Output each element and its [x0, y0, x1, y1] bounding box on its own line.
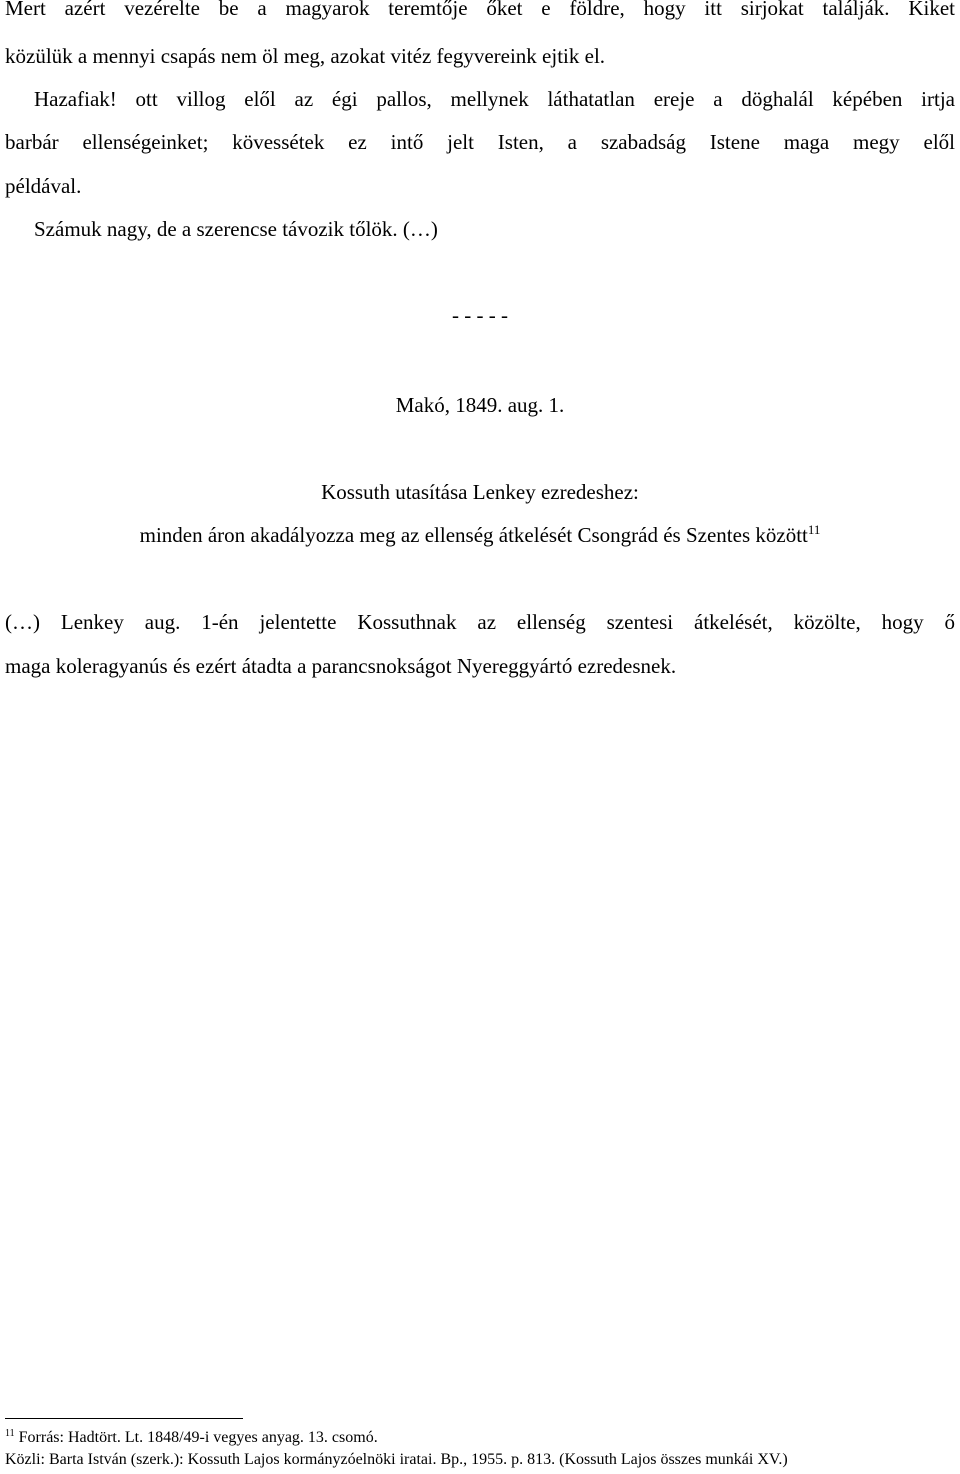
- paragraph-2-line-2: barbár ellenségeinket; kövessétek ez intő jelt Isten, a szabadság Istene maga megy elől: [5, 130, 955, 154]
- document-heading: Kossuth utasítása Lenkey ezredeshez:: [321, 480, 639, 504]
- paragraph-1-line-1: Mert azért vezérelte be a magyarok teremtője őket e földre, hogy itt sirjokat találják. Kiket: [5, 0, 955, 20]
- document-subheading: [0, 522, 960, 548]
- footnote-line-1: [5, 1428, 378, 1448]
- subheading-text: minden áron akadályozza meg az ellenség átkelését Csongrád és Szentes között: [139, 523, 808, 547]
- date-line: Makó, 1849. aug. 1.: [395, 393, 565, 417]
- footnote-number: 11: [5, 1428, 15, 1439]
- paragraph-3: Számuk nagy, de a szerencse távozik tőlök. (…): [34, 217, 438, 241]
- footnote-rule: [5, 1418, 243, 1419]
- footnote-reference: 11: [807, 522, 821, 537]
- body-line-1: (…) Lenkey aug. 1-én jelentette Kossuthnak az ellenség szentesi átkelését, közölte, hogy ő: [5, 610, 955, 634]
- footnote-line-2: Közli: Barta István (szerk.): Kossuth Lajos kormányzóelnöki iratai. Bp., 1955. p. 813. (Kossuth Lajos összes munkái XV.): [5, 1451, 788, 1468]
- section-separator: - - - - -: [452, 303, 508, 327]
- body-line-2: maga koleragyanús és ezért átadta a parancsnokságot Nyereggyártó ezredesnek.: [5, 654, 677, 678]
- paragraph-2-line-1: Hazafiak! ott villog elől az égi pallos, mellynek láthatatlan ereje a döghalál képében irtja: [34, 87, 955, 111]
- paragraph-1-line-2: közülük a mennyi csapás nem öl meg, azokat vitéz fegyvereink ejtik el.: [5, 44, 606, 68]
- paragraph-2-line-3: példával.: [5, 174, 82, 198]
- footnote-source: Forrás: Hadtört. Lt. 1848/49-i vegyes anyag. 13. csomó.: [18, 1429, 378, 1446]
